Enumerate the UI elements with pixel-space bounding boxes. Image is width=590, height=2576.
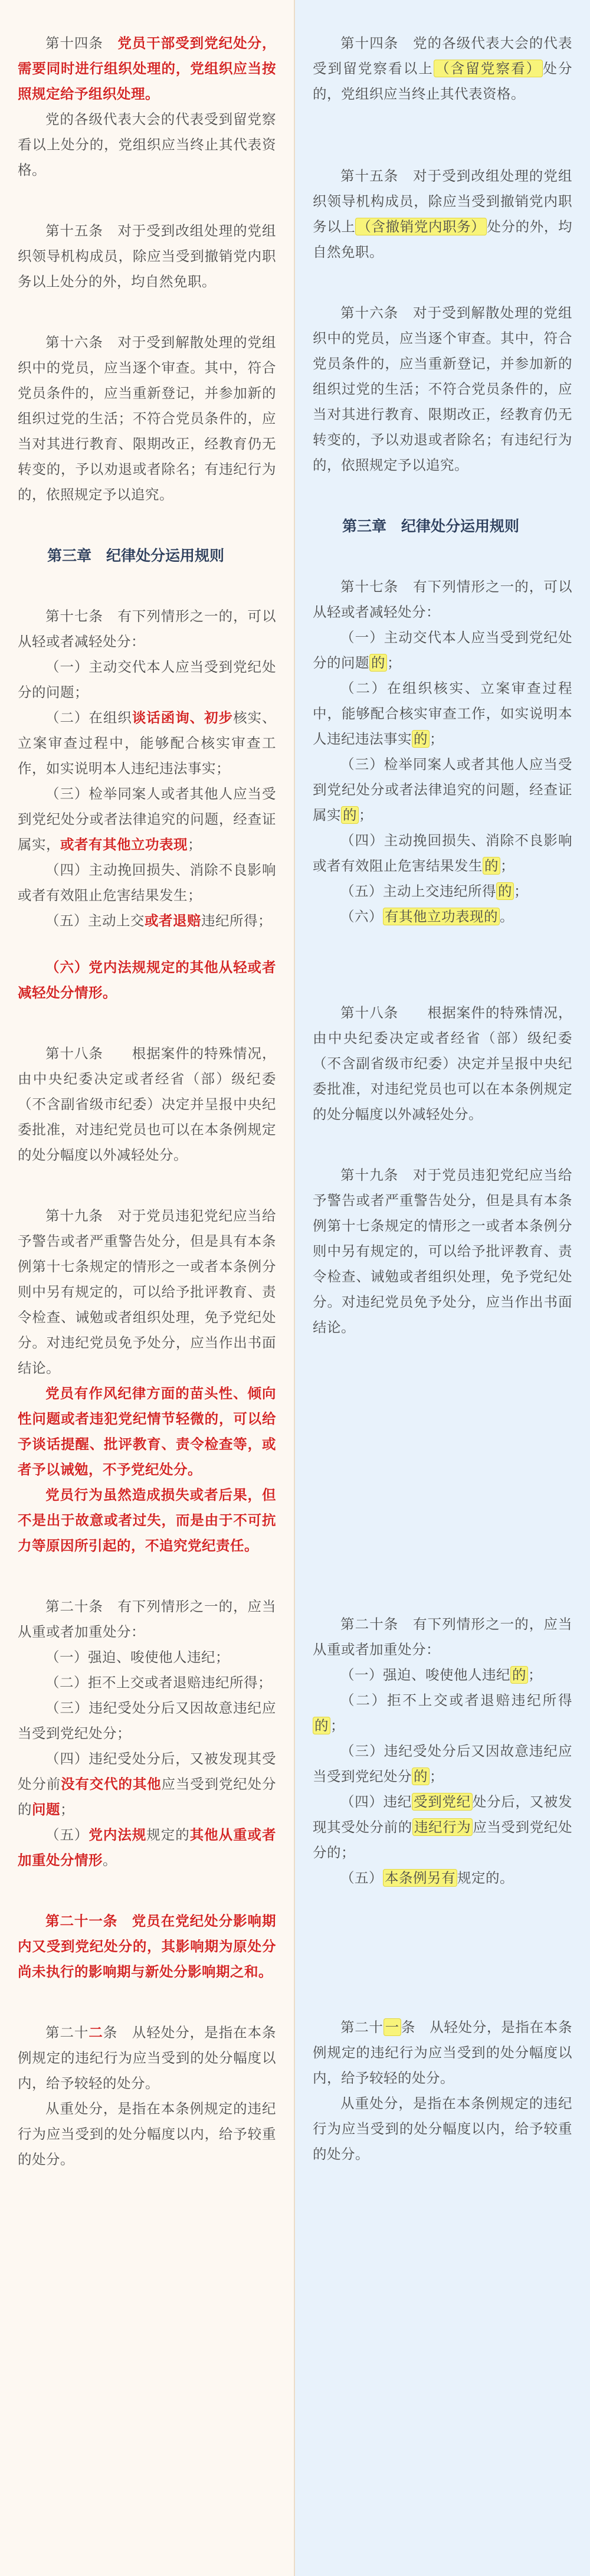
orig-article-21: 第二十 一 条 从轻处分，是指在本条例规定的违纪行为应当受到的处分幅度以内，给予较轻的处分。 [313, 2019, 573, 2086]
chapter-3-heading: 第三章 纪律处分运用规则 [47, 547, 225, 564]
orig-article-18: 第十八条 根据案件的特殊情况，由中央纪委决定或者经省（部）级纪委（不含副省级市纪委）决定并呈报中央纪委批准，对违纪党员也可以在本条例规定的处分幅度以外减轻处分。 [313, 1004, 572, 1122]
article-16: 第十六条 对于受到解散处理的党组织中的党员，应当逐个审查。其中，符合党员条件的，应当重新登记，并参加新的组织过党的生活；不符合党员条件的，应当对其进行教育、限期改正，经教育仍无转变的，予以劝退或者除名；有违纪行为的，依照规定予以追究。 [18, 334, 276, 503]
article-19-red-para-2: 党员行为虽然造成损失或者后果，但不是出于故意或者过失，而是由于不可抗力等原因所引起的，不追究党纪责任。 [18, 1487, 276, 1554]
orig-article-17: 第十七条 有下列情形之一的，可以从轻或者减轻处分： [313, 578, 572, 620]
highlight-mark: （含撤销党内职务） [355, 218, 487, 235]
orig-article-20-item-3: （三）违纪受处分后又因故意违纪应当受到党纪处分 的 ； [313, 1743, 572, 1785]
orig-article-17-item-5: （五）主动上交违纪所得 的 ； [340, 883, 528, 899]
orig-article-17-item-4: （四）主动挽回损失、消除不良影响或者有效阻止危害结果发生 的 ； [313, 832, 572, 874]
orig-article-20: 第二十条 有下列情形之一的，应当从重或者加重处分： [313, 1616, 572, 1658]
article-22-para-2: 从重处分，是指在本条例规定的违纪行为应当受到的处分幅度以内，给予较重的处分。 [18, 2100, 276, 2168]
article-17-item-1: （一）主动交代本人应当受到党纪处分的问题； [18, 659, 276, 701]
orig-article-20-item-1: （一）强迫、唆使他人违纪 的 ； [340, 1667, 542, 1683]
article-15: 第十五条 对于受到改组处理的党组织领导机构成员，除应当受到撤销党内职务以上处分的外，均自然免职。 [18, 222, 276, 290]
article-17: 第十七条 有下列情形之一的，可以从轻或者减轻处分： [18, 608, 276, 650]
orig-article-21-para-2: 从重处分，是指在本条例规定的违纪行为应当受到的处分幅度以内，给予较重的处分。 [313, 2095, 572, 2162]
orig-article-17-item-3: （三）检举同案人或者其他人应当受到党纪处分或者法律追究的问题，经查证属实 的 ； [313, 756, 572, 823]
article-18: 第十八条 根据案件的特殊情况，由中央纪委决定或者经省（部）级纪委（不含副省级市纪委）决定并呈报中央纪委批准，对违纪党员也可以在本条例规定的处分幅度以外减轻处分。 [18, 1045, 276, 1163]
orig-article-17-item-1: （一）主动交代本人应当受到党纪处分的问题 的 ； [313, 629, 572, 671]
article-14-para-1: 第十四条 党员干部受到党纪处分，需要同时进行组织处理的，党组织应当按照规定给予组织处理。 [18, 35, 277, 102]
article-20-item-3: （三）违纪受处分后又因故意违纪应当受到党纪处分； [18, 1700, 276, 1742]
article-19: 第十九条 对于党员违犯党纪应当给予警告或者严重警告处分，但是具有本条例第十七条规定的情形之一或者本条例分则中另有规定的，可以给予批评教育、责令检查、诫勉或者组织处理，免予党纪处分。对违纪党员免予处分，应当作出书面结论。 [18, 1207, 276, 1376]
article-21: 第二十一条 党员在党纪处分影响期内又受到党纪处分的，其影响期为原处分尚未执行的影响期与新处分影响期之和。 [18, 1913, 276, 1980]
article-22: 第二十二条 从轻处分，是指在本条例规定的违纪行为应当受到的处分幅度以内，给予较轻的处分。 [18, 2024, 277, 2091]
highlight-mark: （含留党察看） [434, 60, 543, 77]
orig-article-17-item-2: （二）在组织核实、立案审查过程中，能够配合核实审查工作，如实说明本人违纪违法事实 的 ； [313, 680, 572, 747]
orig-article-17-item-6: （六） 有其他立功表现的 。 [340, 908, 514, 925]
article-20-item-2: （二）拒不上交或者退赔违纪所得； [45, 1674, 272, 1691]
article-14-red-text: 党员干部受到党纪处分，需要同时进行组织处理的，党组织应当按照规定给予组织处理。 [18, 35, 277, 102]
orig-article-15: 第十五条 对于受到改组处理的党组织领导机构成员，除应当受到撤销党内职务以上 （含撤销党内职务） 处分的外，均自然免职。 [313, 168, 573, 260]
article-17-item-3: （三）检举同案人或者其他人应当受到党纪处分或者法律追究的问题，经查证属实，或者有其他立功表现； [18, 785, 276, 853]
article-17-item-6: （六）党内法规规定的其他从轻或者减轻处分情形。 [18, 959, 276, 1001]
article-20-item-5: （五）党内法规规定的其他从重或者加重处分情形。 [18, 1827, 277, 1868]
article-20-item-4: （四）违纪受处分后，又被发现其受处分前没有交代的其他应当受到党纪处分的问题； [18, 1750, 277, 1818]
orig-article-20-item-4: （四）违纪 受到党纪 处分后，又被发现其受处分前的 违纪行为 应当受到党纪处分的； [313, 1793, 573, 1861]
article-17-item-5: （五）主动上交或者退赔违纪所得； [45, 912, 272, 929]
article-19-red-para-1: 党员有作风纪律方面的苗头性、倾向性问题或者违犯党纪情节轻微的，可以给予谈话提醒、批评教育、责令检查等，或者予以诫勉，不予党纪处分。 [18, 1385, 276, 1478]
right-column-original [295, 0, 590, 2576]
article-17-item-4: （四）主动挽回损失、消除不良影响或者有效阻止危害结果发生； [18, 862, 276, 904]
orig-article-20-item-5: （五） 本条例另有 规定的。 [340, 1870, 514, 1886]
article-20: 第二十条 有下列情形之一的，应当从重或者加重处分： [18, 1598, 276, 1640]
orig-article-19: 第十九条 对于党员违犯党纪应当给予警告或者严重警告处分，但是具有本条例第十七条规定的情形之一或者本条例分则中另有规定的，可以给予批评教育、责令检查、诫勉或者组织处理，免予党纪处分。对违纪党员免予处分，应当作出书面结论。 [313, 1167, 572, 1336]
article-17-item-2: （二）在组织谈话函询、初步核实、立案审查过程中，能够配合核实审查工作，如实说明本人违纪违法事实； [18, 709, 277, 777]
orig-article-16: 第十六条 对于受到解散处理的党组织中的党员，应当逐个审查。其中，符合党员条件的，应当重新登记，并参加新的组织过党的生活；不符合党员条件的，应当对其进行教育、限期改正，经教育仍无转变的，予以劝退或者除名；有违纪行为的，依照规定予以追究。 [313, 305, 572, 473]
orig-article-20-item-2: （二）拒不上交或者退赔违纪所得的 ； [313, 1688, 572, 1739]
orig-article-14: 第十四条 党的各级代表大会的代表受到留党察看以上 （含留党察看） 处分的，党组织应当终止其代表资格。 [313, 35, 572, 102]
article-14-para-2: 党的各级代表大会的代表受到留党察看以上处分的，党组织应当终止其代表资格。 [18, 111, 276, 178]
orig-chapter-3-heading: 第三章 纪律处分运用规则 [342, 518, 520, 535]
article-20-item-1: （一）强迫、唆使他人违纪； [45, 1649, 230, 1665]
